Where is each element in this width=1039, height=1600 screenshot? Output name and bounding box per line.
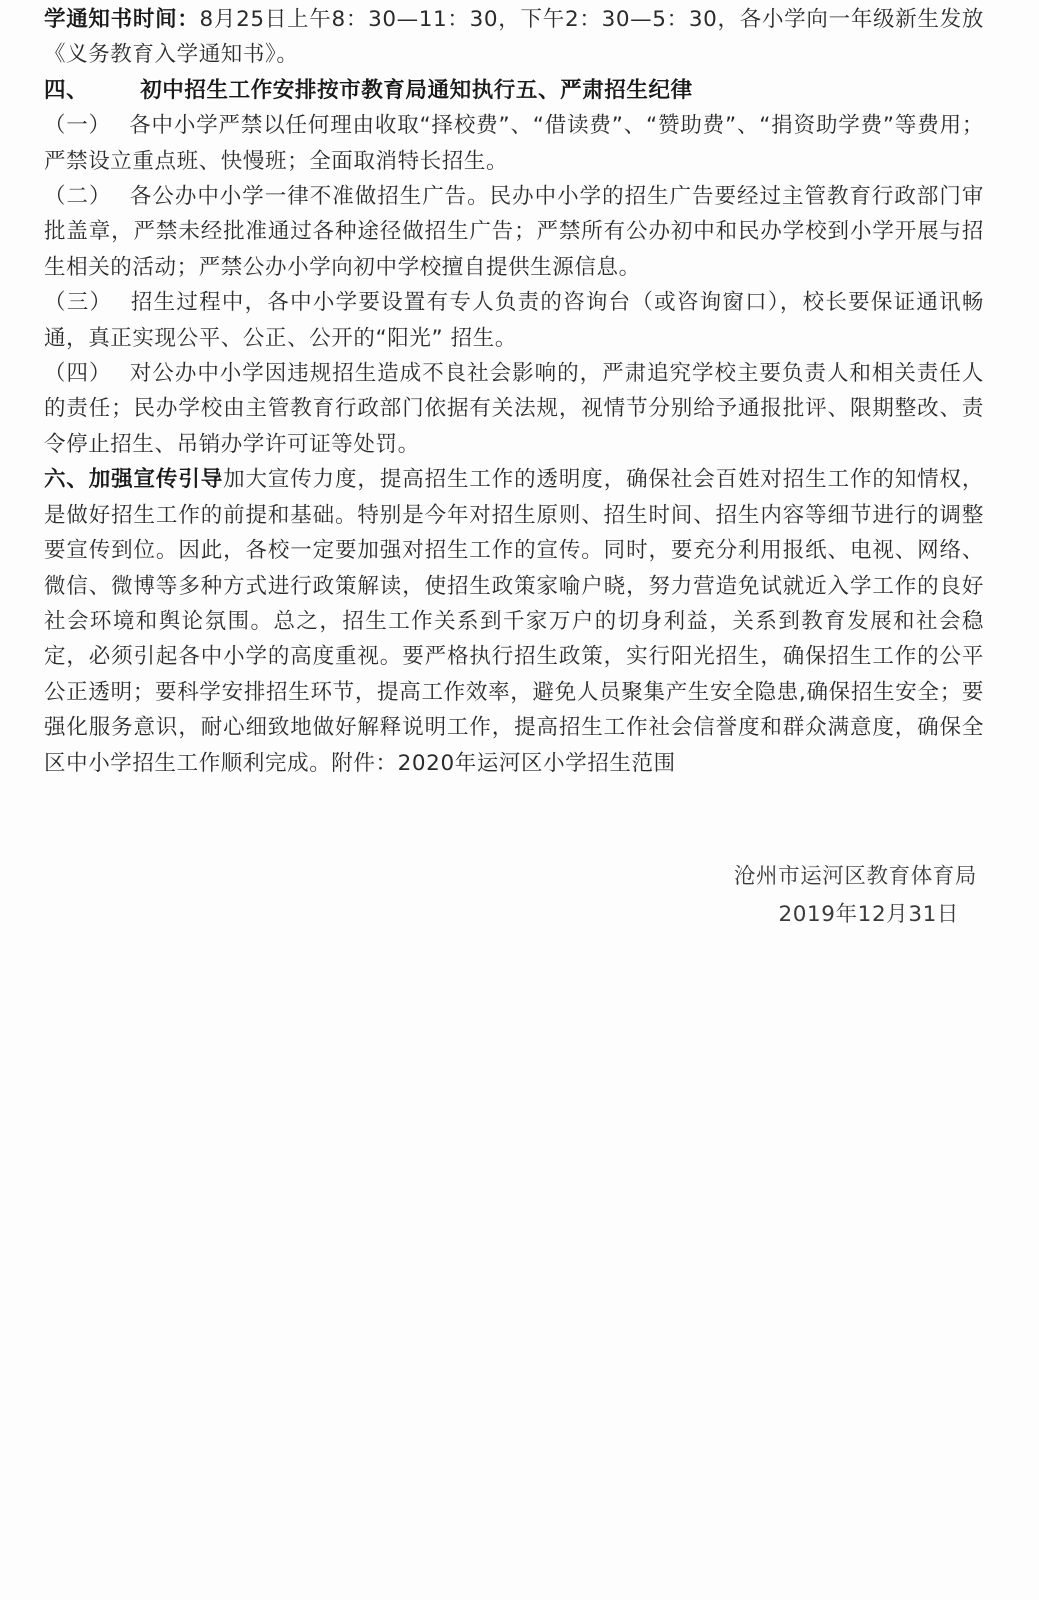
rule-item-1-number: （一） xyxy=(44,113,111,139)
notice-time-text: 8月25日上午8：30—11：30，下午2：30—5：30，各小学向一年级新生发放《义务教育入学通知书》。 xyxy=(44,7,985,68)
signature-org: 沧州市运河区教育体育局 xyxy=(733,864,977,889)
signature-block xyxy=(734,858,977,934)
signature-date: 2019年12月31日 xyxy=(778,902,959,927)
rule-item-3-text: 招生过程中，各中小学要设置有专人负责的咨询台（或咨询窗口），校长要保证通讯畅通，真正实现公平、公正、公开的“阳光” 招生。 xyxy=(44,290,984,351)
rule-item-2-text: 各公办中小学一律不准做招生广告。民办中小学的招生广告要经过主管教育行政部门审批盖章，严禁未经批准通过各种途径做招生广告；严禁所有公办初中和民办学校到小学开展与招生相关的活动；严禁公办小学向初中学校擅自提供生源信息。 xyxy=(44,184,984,280)
document-body xyxy=(44,2,984,781)
rule-item-4-number: （四） xyxy=(44,361,112,387)
section-four-title: 初中招生工作安排按市教育局通知执行五、严肃招生纪律 xyxy=(140,77,693,103)
rule-item-2-number: （二） xyxy=(44,184,112,210)
notice-time-label: 学通知书时间： xyxy=(44,7,200,32)
rule-item-4-text: 对公办中小学因违规招生造成不良社会影响的，严肃追究学校主要负责人和相关责任人的责任；民办学校由主管教育行政部门依据有关法规，视情节分别给予通报批评、限期整改、责令停止招生、吊销办学许可证等处罚。 xyxy=(44,361,984,457)
paragraph-notice-time xyxy=(44,2,984,73)
section-six xyxy=(44,462,984,781)
rule-item-4 xyxy=(44,356,984,462)
rule-item-1-text: 各中小学严禁以任何理由收取“择校费”、“借读费”、“赞助费”、“捐资助学费”等费用；严禁设立重点班、快慢班；全面取消特长招生。 xyxy=(44,113,984,174)
section-six-title: 六、加强宣传引导 xyxy=(44,467,224,493)
section-four-heading xyxy=(44,73,984,108)
rule-item-1 xyxy=(44,108,984,179)
section-four-number: 四、 xyxy=(44,77,89,103)
rule-item-3-number: （三） xyxy=(44,290,113,316)
rule-item-3 xyxy=(44,285,984,356)
section-six-text: 加大宣传力度，提高招生工作的透明度，确保社会百姓对招生工作的知情权，是做好招生工作的前提和基础。特别是今年对招生原则、招生时间、招生内容等细节进行的调整要宣传到位。因此，各校一定要加强对招生工作的宣传。同时，要充分利用报纸、电视、网络、微信、微博等多种方式进行政策解读，使招生政策家喻户晓，努力营造免试就近入学工作的良好社会环境和舆论氛围。总之，招生工作关系到千家万户的切身利益，关系到教育发展和社会稳定，必须引起各中小学的高度重视。要严格执行招生政策，实行阳光招生，确保招生工作的公平公正透明；要科学安排招生环节，提高工作效率，避免人员聚集产生安全隐患,确保招生安全；要强化服务意识，耐心细致地做好解释说明工作，提高招生工作社会信誉度和群众满意度，确保全区中小学招生工作顺利完成。附件：2020年运河区小学招生范围 xyxy=(44,467,984,776)
rule-item-2 xyxy=(44,179,984,285)
